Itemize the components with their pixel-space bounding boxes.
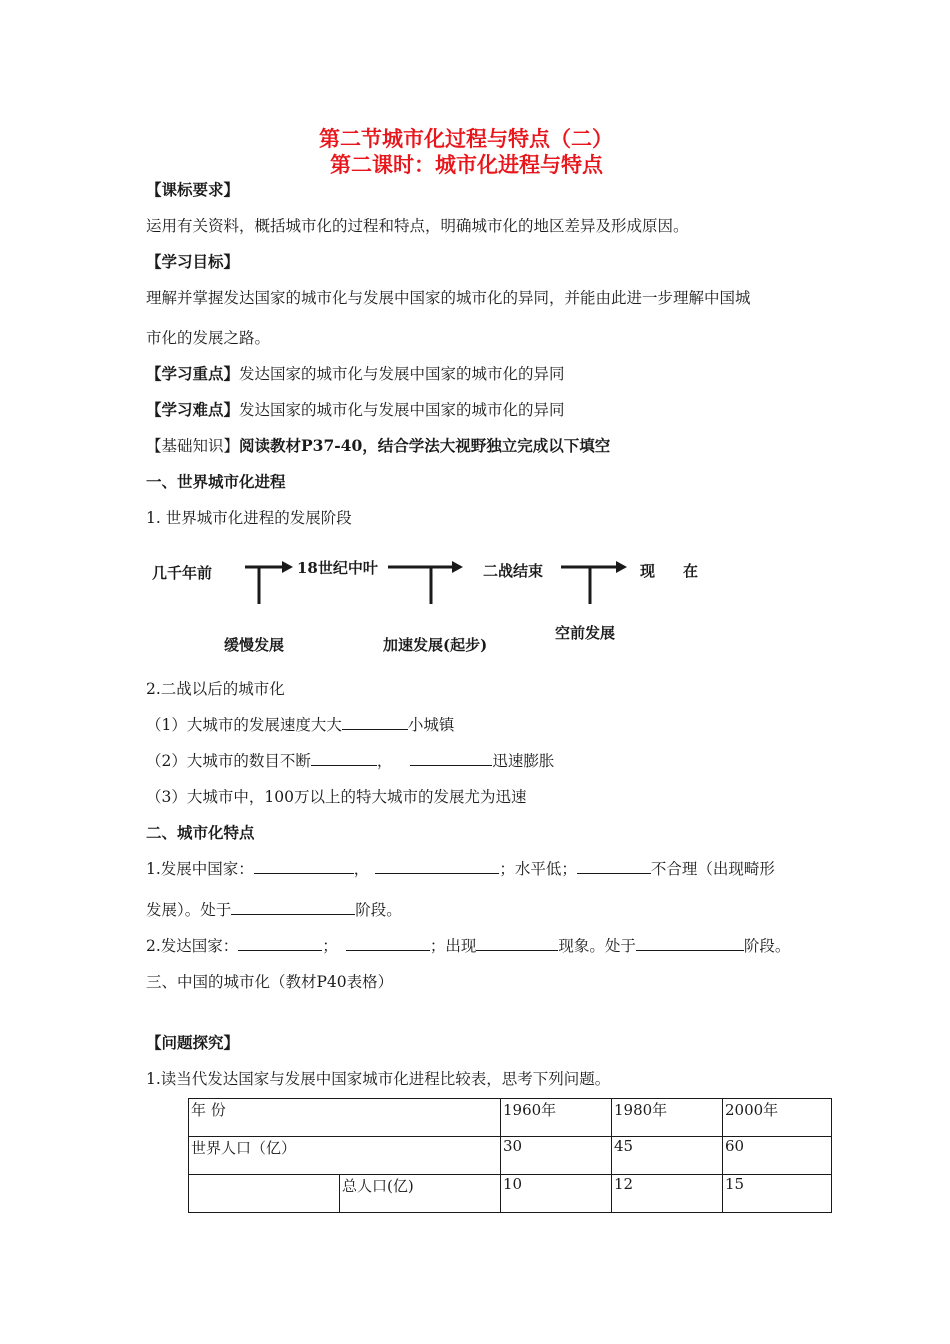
zhongdian-text: 发达国家的城市化与发展中国家的城市化的异同 [239, 365, 565, 383]
table-header-1960: 1960年 [501, 1099, 612, 1137]
flow-time-0: 几千年前 [152, 564, 213, 582]
jichu-row [146, 434, 610, 456]
part2-q2-comma: ， [376, 752, 393, 770]
table-cell: 45 [612, 1137, 723, 1175]
flow-time-3b: 在 [683, 562, 699, 580]
part2-q1 [146, 713, 454, 735]
flow-time-2: 二战结束 [483, 562, 544, 580]
table-row [189, 1099, 832, 1137]
developing-text: ；水平低； [499, 860, 577, 878]
nandian-row [146, 398, 565, 420]
part2-q2 [146, 749, 554, 771]
stage-flow-diagram [0, 550, 950, 610]
flow-time-1: 18世纪中叶 [297, 559, 378, 577]
flow-arrow-1-head [282, 561, 293, 573]
answer-blank[interactable] [636, 935, 744, 951]
answer-blank[interactable] [238, 935, 322, 951]
table-cell: 30 [501, 1137, 612, 1175]
part2-q3: （3）大城市中，100万以上的特大城市的发展尤为迅速 [146, 788, 527, 806]
table-row [189, 1175, 832, 1213]
developed-sep: ； [322, 937, 338, 955]
table-cell: 60 [723, 1137, 832, 1175]
page-title: 第二节城市化过程与特点（二） [319, 127, 613, 151]
jichu-text: 阅读教材P37-40，结合学法大视野独立完成以下填空 [239, 436, 611, 455]
table-row [189, 1137, 832, 1175]
table-cell-empty [189, 1175, 340, 1213]
answer-blank[interactable] [231, 899, 355, 915]
developing-country-row-2 [146, 898, 402, 920]
urbanization-comparison-table [188, 1098, 832, 1213]
part1-item1: 1. 世界城市化进程的发展阶段 [146, 509, 352, 527]
developing-text-3: 发展）。处于 [146, 901, 232, 919]
developing-text-2: 不合理（出现畸形 [650, 860, 775, 878]
answer-blank[interactable] [311, 750, 377, 766]
answer-blank[interactable] [346, 935, 430, 951]
developing-country-row [146, 857, 775, 879]
table-header-year: 年 份 [189, 1099, 501, 1137]
developed-country-row [146, 934, 790, 956]
developing-text-4: 阶段。 [355, 901, 402, 919]
answer-blank[interactable] [342, 714, 408, 730]
section-label-jichu: 【基础知识】 [146, 437, 240, 455]
part1-heading: 一、世界城市化进程 [146, 472, 286, 491]
part2-title: 2.二战以后的城市化 [146, 680, 285, 698]
answer-blank[interactable] [476, 935, 558, 951]
developing-label: 1.发展中国家： [146, 860, 254, 878]
section-label-zhongdian: 【学习重点】 [146, 364, 240, 383]
flow-arrow-3-head [616, 561, 627, 573]
answer-blank[interactable] [254, 858, 354, 874]
inquiry-q1: 1.读当代发达国家与发展中国家城市化进程比较表，思考下列问题。 [146, 1070, 611, 1088]
developed-label: 2.发达国家： [146, 937, 239, 955]
table-cell: 10 [501, 1175, 612, 1213]
developing-comma: ， [353, 860, 370, 878]
part2-q1-suffix: 小城镇 [407, 716, 455, 734]
answer-blank[interactable] [375, 858, 499, 874]
zhongdian-row [146, 362, 565, 384]
flow-arrow-2-head [452, 561, 463, 573]
table-header-2000: 2000年 [723, 1099, 832, 1137]
kebiao-text: 运用有关资料，概括城市化的过程和特点，明确城市化的地区差异及形成原因。 [146, 217, 689, 235]
answer-blank[interactable] [410, 750, 492, 766]
nandian-text: 发达国家的城市化与发展中国家的城市化的异同 [239, 401, 565, 419]
part2-q2-suffix: 迅速膨胀 [492, 752, 555, 770]
section-label-nandian: 【学习难点】 [146, 400, 240, 419]
part2-q1-text: （1）大城市的发展速度大大 [146, 716, 342, 734]
table-cell: 15 [723, 1175, 832, 1213]
flow-stage-2: 加速发展(起步) [383, 636, 488, 654]
table-cell: 12 [612, 1175, 723, 1213]
china-urbanization-heading: 三、中国的城市化（教材P40表格） [146, 973, 394, 991]
flow-stage-1: 缓慢发展 [224, 636, 285, 654]
developed-text-3: 阶段。 [743, 937, 791, 955]
answer-blank[interactable] [577, 858, 651, 874]
developed-text-2: 现象。处于 [558, 937, 636, 955]
inquiry-label: 【问题探究】 [146, 1033, 240, 1052]
table-cell-label: 总人口(亿) [340, 1175, 501, 1213]
table-header-1980: 1980年 [612, 1099, 723, 1137]
flow-stage-3: 空前发展 [555, 624, 616, 642]
developed-text: ；出现 [429, 937, 477, 955]
flow-time-3a: 现 [640, 562, 656, 580]
section-label-kebiao: 【课标要求】 [146, 180, 240, 199]
part2-q2-text: （2）大城市的数目不断 [146, 752, 311, 770]
section-label-mubiao: 【学习目标】 [146, 252, 240, 271]
part3-heading: 二、城市化特点 [146, 823, 255, 842]
mubiao-text-1: 理解并掌握发达国家的城市化与发展中国家的城市化的异同，并能由此进一步理解中国城 [146, 289, 751, 307]
page-subtitle: 第二课时：城市化进程与特点 [330, 153, 603, 177]
table-cell-label: 世界人口（亿） [189, 1137, 501, 1175]
mubiao-text-2: 市化的发展之路。 [146, 329, 271, 347]
